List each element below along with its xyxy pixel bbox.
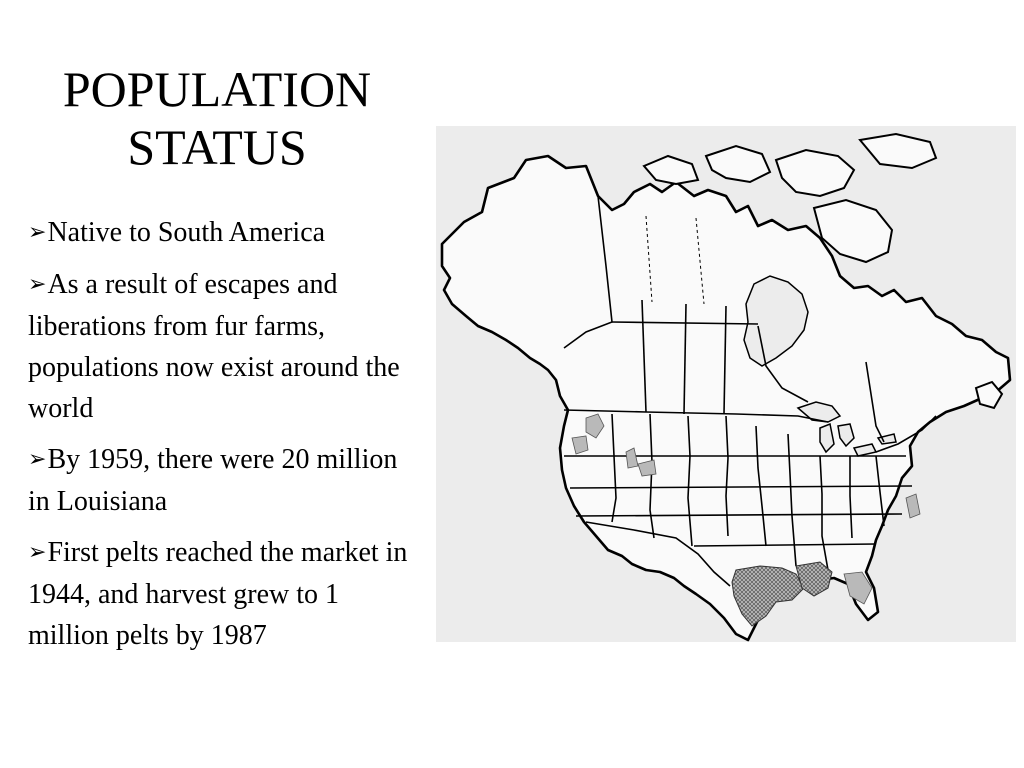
- bullet-list: [28, 212, 413, 666]
- arrow-bullet-icon: ➢: [28, 271, 47, 296]
- north-america-map-icon: [436, 126, 1016, 642]
- bullet-item: [28, 439, 413, 522]
- bullet-text: Native to South America: [47, 217, 326, 248]
- bullet-item: [28, 212, 413, 254]
- bullet-item: [28, 264, 413, 429]
- arctic-island: [860, 134, 936, 168]
- arctic-island: [706, 146, 770, 182]
- slide-title: [22, 60, 412, 176]
- title-line-1: POPULATION: [62, 61, 372, 117]
- arrow-bullet-icon: ➢: [28, 219, 47, 244]
- range-map: [436, 126, 1016, 642]
- arctic-island: [644, 156, 698, 184]
- arctic-island: [776, 150, 854, 196]
- bullet-text: By 1959, there were 20 million in Louisiana: [28, 444, 398, 517]
- title-line-2: STATUS: [127, 119, 307, 175]
- range-mid-atlantic: [906, 494, 920, 518]
- arrow-bullet-icon: ➢: [28, 446, 47, 471]
- arrow-bullet-icon: ➢: [28, 539, 47, 564]
- continent-outline: [442, 156, 1010, 640]
- bullet-item: [28, 532, 413, 656]
- bullet-text: First pelts reached the market in 1944, and harvest grew to 1 million pelts by 1987: [28, 537, 408, 651]
- bullet-text: As a result of escapes and liberations from fur farms, populations now exist around the world: [28, 269, 400, 424]
